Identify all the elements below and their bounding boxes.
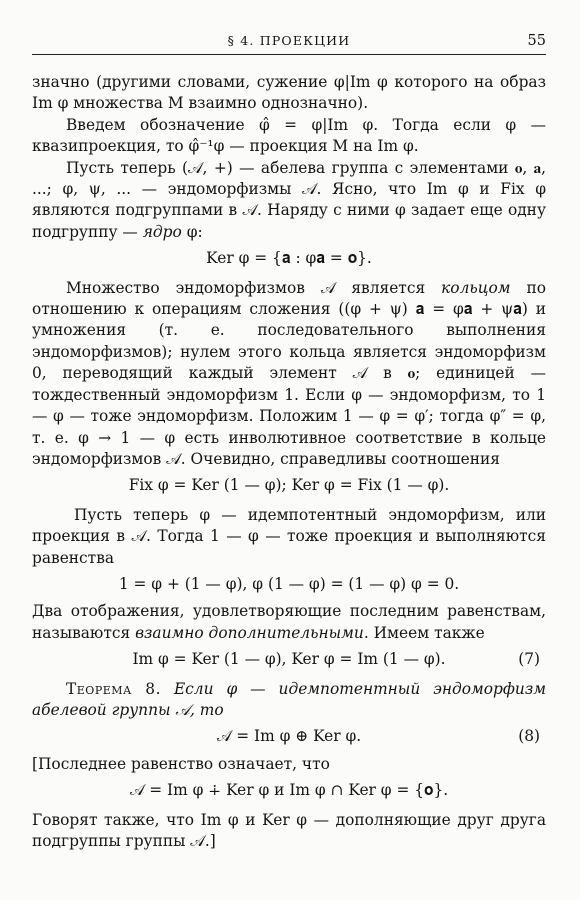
paragraph-remark: [Последнее равенство означает, что bbox=[32, 754, 330, 773]
paragraph-mutually-complementary bbox=[32, 601, 546, 644]
formula-7-body: Im φ = Ker (1 — φ), Ker φ = Im (1 — φ). bbox=[132, 650, 446, 669]
paragraph-ring bbox=[32, 278, 546, 471]
paragraph-notation: Введем обозначение φ̂ = φ|Im φ. Тогда если φ — квазипроекция, то φ̂⁻¹φ — проекция M на Im φ. bbox=[32, 115, 546, 156]
paragraph-abelian-group-text: Пусть теперь (𝒜, +) — абелева группа с элементами 𝐨, 𝐚, ...; φ, ψ, ... — эндоморфизмы 𝒜. Ясно, что Im φ и Fix φ являются подгруппами в 𝒜. Наряду с ними φ задает еще одну подгруппу — bbox=[32, 158, 546, 241]
theorem-label: Теорема 8. bbox=[66, 679, 161, 698]
page-body bbox=[32, 72, 546, 852]
page-header bbox=[32, 30, 546, 55]
formula-complement: 1 = φ + (1 — φ), φ (1 — φ) = (1 — φ) φ = 0. bbox=[118, 574, 460, 593]
page-number: 55 bbox=[527, 33, 546, 49]
paragraph-ring-text: Множество эндоморфизмов 𝒜 является bbox=[66, 278, 442, 297]
formula-kernel: Ker φ = {𝐚 : φ𝐚 = 𝐨}. bbox=[206, 249, 372, 268]
running-head: § 4. ПРОЕКЦИИ bbox=[227, 33, 351, 48]
formula-7-number: (7) bbox=[518, 650, 540, 669]
paragraph-ring-tail: по отношению к операциям сложения ((φ + ψ) 𝐚 = φ𝐚 + ψ𝐚) и умножения (т. е. последовательного выполнения эндоморфизмов); нулем этого кольца является эндоморфизм 0, переводящий каждый элемент 𝒜 в 𝐨; единицей — тождественный эндоморфизм 1. Если φ — эндоморфизм, то 1 — φ — тоже эндоморфизм. Положим 1 — φ = φ′; тогда φ″ = φ, т. е. φ → 1 — φ есть инволютивное соответствие в кольце эндоморфизмов 𝒜. Очевидно, справедливы соотношения bbox=[32, 278, 546, 468]
paragraph-complementary-subgroups: Говорят также, что Im φ и Ker φ — дополняющие друг друга подгруппы группы 𝒜.] bbox=[32, 810, 546, 850]
formula-8-number: (8) bbox=[518, 727, 540, 746]
formula-fix-ker: Fix φ = Ker (1 — φ); Ker φ = Fix (1 — φ). bbox=[128, 476, 450, 495]
theorem-statement: Если φ — идемпотентный эндоморфизм абелевой группы 𝒜, то bbox=[32, 679, 546, 719]
term-ring: кольцом bbox=[441, 278, 511, 297]
formula-8-body: 𝒜 = Im φ ⊕ Ker φ. bbox=[216, 727, 362, 746]
formula-8 bbox=[32, 726, 546, 747]
formula-direct-sum: 𝒜 = Im φ ∔ Ker φ и Im φ ∩ Ker φ = {𝐨}. bbox=[129, 781, 449, 800]
term-kernel: ядро bbox=[142, 222, 182, 241]
paragraph-abelian-group bbox=[32, 158, 546, 244]
paragraph-mutually-complementary-text: Два отображения, удовлетворяющие последним равенствам, называются bbox=[32, 602, 546, 642]
paragraph-continuation: значно (другими словами, сужение φ|Im φ которого на образ Im φ множества M взаимно однозначно). bbox=[32, 73, 546, 113]
paragraph-mutually-complementary-tail: . Имеем также bbox=[363, 623, 485, 642]
term-mutually-complementary: взаимно дополнительными bbox=[135, 623, 364, 642]
paragraph-abelian-group-tail: φ: bbox=[181, 222, 203, 241]
formula-7 bbox=[32, 649, 546, 670]
paragraph-idempotent: Пусть теперь φ — идемпотентный эндоморфизм, или проекция в 𝒜. Тогда 1 — φ — тоже проекция и выполняются равенства bbox=[32, 505, 546, 567]
theorem-8 bbox=[32, 679, 546, 722]
